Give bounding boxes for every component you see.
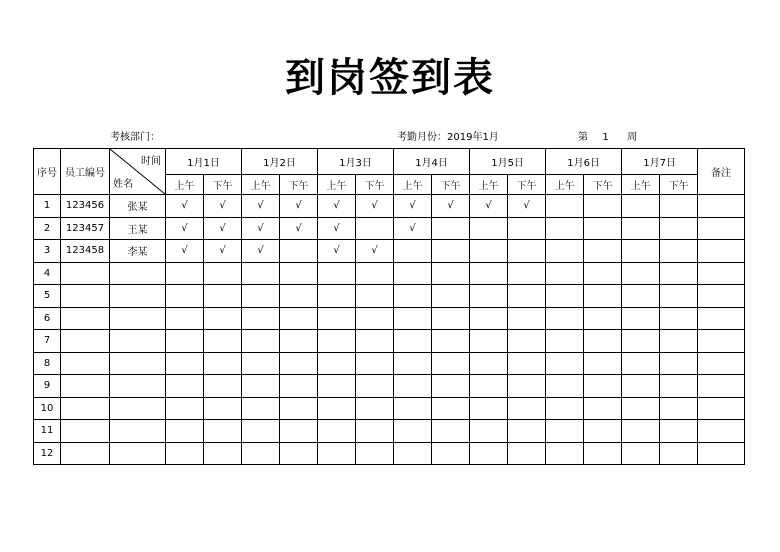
check-cell[interactable]: [546, 307, 584, 330]
remark-cell[interactable]: [698, 420, 745, 443]
name-cell[interactable]: [110, 262, 166, 285]
seq-cell: 11: [34, 420, 61, 443]
emp-id-cell[interactable]: [61, 307, 110, 330]
check-cell[interactable]: [546, 262, 584, 285]
table-row: [34, 397, 745, 420]
check-cell[interactable]: [470, 240, 508, 263]
check-cell[interactable]: [584, 397, 622, 420]
check-cell[interactable]: √: [394, 217, 432, 240]
check-cell[interactable]: [546, 330, 584, 353]
check-cell[interactable]: [318, 352, 356, 375]
check-cell[interactable]: √: [280, 195, 318, 218]
remark-cell[interactable]: [698, 217, 745, 240]
check-cell[interactable]: [622, 262, 660, 285]
check-cell[interactable]: √: [356, 195, 394, 218]
seq-cell: 3: [34, 240, 61, 263]
remark-cell[interactable]: [698, 352, 745, 375]
check-cell[interactable]: [394, 330, 432, 353]
check-cell[interactable]: √: [242, 195, 280, 218]
check-cell[interactable]: [394, 262, 432, 285]
emp-id-cell[interactable]: [61, 285, 110, 308]
check-cell[interactable]: [508, 442, 546, 465]
header-am-day-6: 上午: [546, 175, 584, 195]
check-cell[interactable]: [242, 330, 280, 353]
check-cell[interactable]: [318, 307, 356, 330]
check-cell[interactable]: [660, 330, 698, 353]
check-cell[interactable]: [660, 195, 698, 218]
header-am-day-2: 上午: [242, 175, 280, 195]
check-cell[interactable]: [508, 307, 546, 330]
week-number: 1: [602, 132, 609, 143]
header-day-3: 1月3日: [318, 149, 394, 175]
check-cell[interactable]: [242, 352, 280, 375]
check-cell[interactable]: [356, 217, 394, 240]
check-cell[interactable]: [242, 285, 280, 308]
check-cell[interactable]: [280, 442, 318, 465]
header-pm-day-6: 下午: [584, 175, 622, 195]
check-cell[interactable]: [356, 262, 394, 285]
header-time: 时间: [141, 156, 161, 167]
emp-id-cell[interactable]: [61, 420, 110, 443]
name-cell[interactable]: [110, 420, 166, 443]
header-day-2: 1月2日: [242, 149, 318, 175]
check-cell[interactable]: [318, 285, 356, 308]
check-cell[interactable]: [280, 352, 318, 375]
check-cell[interactable]: [584, 375, 622, 398]
check-cell[interactable]: [508, 420, 546, 443]
check-cell[interactable]: [394, 240, 432, 263]
check-cell[interactable]: [432, 307, 470, 330]
check-cell[interactable]: [242, 442, 280, 465]
attendance-table: [33, 148, 745, 465]
name-cell[interactable]: [110, 352, 166, 375]
check-cell[interactable]: [546, 217, 584, 240]
check-cell[interactable]: [622, 330, 660, 353]
check-cell[interactable]: [204, 375, 242, 398]
check-cell[interactable]: [242, 397, 280, 420]
check-cell[interactable]: [242, 420, 280, 443]
check-cell[interactable]: [470, 352, 508, 375]
check-cell[interactable]: [660, 285, 698, 308]
check-cell[interactable]: [584, 420, 622, 443]
name-cell[interactable]: 李某: [110, 240, 166, 263]
check-cell[interactable]: [280, 420, 318, 443]
check-cell[interactable]: [660, 375, 698, 398]
check-cell[interactable]: [432, 285, 470, 308]
header-name: 姓名: [113, 179, 133, 190]
check-cell[interactable]: √: [508, 195, 546, 218]
check-cell[interactable]: [318, 330, 356, 353]
check-cell[interactable]: [622, 217, 660, 240]
check-cell[interactable]: [280, 375, 318, 398]
check-cell[interactable]: √: [318, 217, 356, 240]
check-cell[interactable]: [280, 307, 318, 330]
check-cell[interactable]: [432, 217, 470, 240]
check-cell[interactable]: [356, 375, 394, 398]
name-cell[interactable]: [110, 285, 166, 308]
check-cell[interactable]: [508, 397, 546, 420]
check-cell[interactable]: [584, 330, 622, 353]
check-cell[interactable]: [280, 397, 318, 420]
remark-cell[interactable]: [698, 262, 745, 285]
remark-cell[interactable]: [698, 307, 745, 330]
check-cell[interactable]: [470, 397, 508, 420]
remark-cell[interactable]: [698, 195, 745, 218]
check-cell[interactable]: [470, 217, 508, 240]
header-pm-day-4: 下午: [432, 175, 470, 195]
check-cell[interactable]: [546, 375, 584, 398]
check-cell[interactable]: [660, 217, 698, 240]
check-cell[interactable]: [660, 397, 698, 420]
check-cell[interactable]: [394, 420, 432, 443]
check-cell[interactable]: [166, 375, 204, 398]
check-cell[interactable]: [584, 307, 622, 330]
check-cell[interactable]: [470, 442, 508, 465]
check-cell[interactable]: [242, 375, 280, 398]
header-emp-id: 员工编号: [61, 149, 110, 195]
remark-cell[interactable]: [698, 285, 745, 308]
header-am-day-4: 上午: [394, 175, 432, 195]
header-day-6: 1月6日: [546, 149, 622, 175]
header-day-7: 1月7日: [622, 149, 698, 175]
seq-cell: 4: [34, 262, 61, 285]
table-row: [34, 285, 745, 308]
check-cell[interactable]: [584, 352, 622, 375]
check-cell[interactable]: [470, 307, 508, 330]
week-label: [578, 131, 637, 145]
check-cell[interactable]: [356, 442, 394, 465]
check-cell[interactable]: √: [166, 240, 204, 263]
check-cell[interactable]: [508, 330, 546, 353]
emp-id-cell[interactable]: [61, 330, 110, 353]
check-cell[interactable]: √: [318, 240, 356, 263]
check-cell[interactable]: [394, 307, 432, 330]
check-cell[interactable]: √: [280, 217, 318, 240]
check-cell[interactable]: [394, 442, 432, 465]
check-cell[interactable]: [204, 397, 242, 420]
header-pm-day-5: 下午: [508, 175, 546, 195]
check-cell[interactable]: [470, 330, 508, 353]
check-cell[interactable]: [508, 240, 546, 263]
header-am-day-3: 上午: [318, 175, 356, 195]
name-cell[interactable]: [110, 397, 166, 420]
check-cell[interactable]: [546, 420, 584, 443]
emp-id-cell[interactable]: 123457: [61, 217, 110, 240]
check-cell[interactable]: [280, 240, 318, 263]
header-pm-day-3: 下午: [356, 175, 394, 195]
check-cell[interactable]: [622, 397, 660, 420]
check-cell[interactable]: [204, 262, 242, 285]
check-cell[interactable]: [508, 217, 546, 240]
check-cell[interactable]: [470, 262, 508, 285]
check-cell[interactable]: [584, 442, 622, 465]
check-cell[interactable]: [318, 420, 356, 443]
header-am-day-7: 上午: [622, 175, 660, 195]
check-cell[interactable]: [280, 330, 318, 353]
check-cell[interactable]: [204, 420, 242, 443]
check-cell[interactable]: [318, 262, 356, 285]
check-cell[interactable]: [432, 330, 470, 353]
check-cell[interactable]: [622, 375, 660, 398]
table-row: [34, 240, 745, 263]
check-cell[interactable]: [508, 285, 546, 308]
check-cell[interactable]: [584, 285, 622, 308]
emp-id-cell[interactable]: [61, 442, 110, 465]
seq-cell: 2: [34, 217, 61, 240]
check-cell[interactable]: √: [166, 195, 204, 218]
check-cell[interactable]: [622, 195, 660, 218]
remark-cell[interactable]: [698, 397, 745, 420]
check-cell[interactable]: [432, 442, 470, 465]
emp-id-cell[interactable]: [61, 375, 110, 398]
check-cell[interactable]: [508, 262, 546, 285]
check-cell[interactable]: [204, 330, 242, 353]
remark-cell[interactable]: [698, 330, 745, 353]
check-cell[interactable]: [242, 262, 280, 285]
seq-cell: 8: [34, 352, 61, 375]
check-cell[interactable]: [432, 240, 470, 263]
check-cell[interactable]: [470, 285, 508, 308]
table-row: [34, 375, 745, 398]
check-cell[interactable]: [166, 330, 204, 353]
check-cell[interactable]: [470, 420, 508, 443]
check-cell[interactable]: √: [204, 195, 242, 218]
check-cell[interactable]: [432, 420, 470, 443]
seq-cell: 1: [34, 195, 61, 218]
check-cell[interactable]: [432, 352, 470, 375]
header-pm-day-2: 下午: [280, 175, 318, 195]
check-cell[interactable]: [356, 397, 394, 420]
check-cell[interactable]: [204, 307, 242, 330]
emp-id-cell[interactable]: 123458: [61, 240, 110, 263]
check-cell[interactable]: √: [470, 195, 508, 218]
check-cell[interactable]: [166, 442, 204, 465]
check-cell[interactable]: [622, 442, 660, 465]
check-cell[interactable]: [242, 307, 280, 330]
check-cell[interactable]: [432, 397, 470, 420]
check-cell[interactable]: [546, 285, 584, 308]
check-cell[interactable]: [546, 240, 584, 263]
check-cell[interactable]: [394, 397, 432, 420]
seq-cell: 12: [34, 442, 61, 465]
table-row: [34, 420, 745, 443]
check-cell[interactable]: [432, 262, 470, 285]
header-time-name: [110, 149, 166, 195]
check-cell[interactable]: [166, 352, 204, 375]
check-cell[interactable]: √: [318, 195, 356, 218]
check-cell[interactable]: [660, 352, 698, 375]
name-cell[interactable]: [110, 330, 166, 353]
seq-cell: 10: [34, 397, 61, 420]
table-row: [34, 307, 745, 330]
week-unit: 周: [627, 132, 638, 143]
check-cell[interactable]: [660, 240, 698, 263]
check-cell[interactable]: √: [432, 195, 470, 218]
name-cell[interactable]: [110, 375, 166, 398]
check-cell[interactable]: [356, 420, 394, 443]
table-row: [34, 330, 745, 353]
header-day-4: 1月4日: [394, 149, 470, 175]
check-cell[interactable]: [584, 217, 622, 240]
check-cell[interactable]: [394, 375, 432, 398]
check-cell[interactable]: [356, 330, 394, 353]
remark-cell[interactable]: [698, 442, 745, 465]
header-remark: 备注: [698, 149, 745, 195]
check-cell[interactable]: √: [394, 195, 432, 218]
seq-cell: 5: [34, 285, 61, 308]
emp-id-cell[interactable]: [61, 352, 110, 375]
emp-id-cell[interactable]: 123456: [61, 195, 110, 218]
check-cell[interactable]: [356, 352, 394, 375]
check-cell[interactable]: √: [204, 240, 242, 263]
check-cell[interactable]: [470, 375, 508, 398]
seq-cell: 7: [34, 330, 61, 353]
check-cell[interactable]: [166, 307, 204, 330]
check-cell[interactable]: √: [242, 217, 280, 240]
check-cell[interactable]: [622, 307, 660, 330]
remark-cell[interactable]: [698, 240, 745, 263]
check-cell[interactable]: [584, 195, 622, 218]
table-row: [34, 217, 745, 240]
header-am-day-1: 上午: [166, 175, 204, 195]
name-cell[interactable]: 张某: [110, 195, 166, 218]
check-cell[interactable]: [546, 442, 584, 465]
check-cell[interactable]: [546, 195, 584, 218]
check-cell[interactable]: √: [356, 240, 394, 263]
check-cell[interactable]: [318, 442, 356, 465]
check-cell[interactable]: [546, 352, 584, 375]
check-cell[interactable]: [622, 285, 660, 308]
check-cell[interactable]: [204, 285, 242, 308]
check-cell[interactable]: [204, 352, 242, 375]
week-prefix: 第: [578, 132, 588, 143]
dept-label: 考核部门：: [110, 132, 160, 143]
name-cell[interactable]: [110, 442, 166, 465]
check-cell[interactable]: [166, 285, 204, 308]
check-cell[interactable]: √: [204, 217, 242, 240]
table-row: [34, 195, 745, 218]
page-title: 到岗签到表: [285, 55, 495, 101]
remark-cell[interactable]: [698, 375, 745, 398]
name-cell[interactable]: 王某: [110, 217, 166, 240]
check-cell[interactable]: [622, 420, 660, 443]
check-cell[interactable]: [280, 262, 318, 285]
check-cell[interactable]: [204, 442, 242, 465]
check-cell[interactable]: √: [242, 240, 280, 263]
check-cell[interactable]: [660, 262, 698, 285]
table-row: [34, 262, 745, 285]
check-cell[interactable]: [660, 442, 698, 465]
check-cell[interactable]: [318, 397, 356, 420]
check-cell[interactable]: [394, 285, 432, 308]
header-pm-day-1: 下午: [204, 175, 242, 195]
check-cell[interactable]: √: [166, 217, 204, 240]
header-pm-day-7: 下午: [660, 175, 698, 195]
check-cell[interactable]: [432, 375, 470, 398]
check-cell[interactable]: [166, 420, 204, 443]
check-cell[interactable]: [622, 352, 660, 375]
check-cell[interactable]: [660, 307, 698, 330]
check-cell[interactable]: [546, 397, 584, 420]
emp-id-cell[interactable]: [61, 397, 110, 420]
check-cell[interactable]: [394, 352, 432, 375]
check-cell[interactable]: [318, 375, 356, 398]
table-row: [34, 442, 745, 465]
seq-cell: 9: [34, 375, 61, 398]
check-cell[interactable]: [356, 307, 394, 330]
check-cell[interactable]: [356, 285, 394, 308]
month-label: 考勤月份：2019年1月: [397, 132, 499, 143]
header-day-5: 1月5日: [470, 149, 546, 175]
name-cell[interactable]: [110, 307, 166, 330]
seq-cell: 6: [34, 307, 61, 330]
check-cell[interactable]: [508, 375, 546, 398]
check-cell[interactable]: [584, 240, 622, 263]
check-cell[interactable]: [508, 352, 546, 375]
table-row: [34, 352, 745, 375]
emp-id-cell[interactable]: [61, 262, 110, 285]
check-cell[interactable]: [166, 262, 204, 285]
header-day-1: 1月1日: [166, 149, 242, 175]
header-am-day-5: 上午: [470, 175, 508, 195]
header-seq: 序号: [34, 149, 61, 195]
check-cell[interactable]: [660, 420, 698, 443]
check-cell[interactable]: [280, 285, 318, 308]
check-cell[interactable]: [166, 397, 204, 420]
check-cell[interactable]: [584, 262, 622, 285]
check-cell[interactable]: [622, 240, 660, 263]
